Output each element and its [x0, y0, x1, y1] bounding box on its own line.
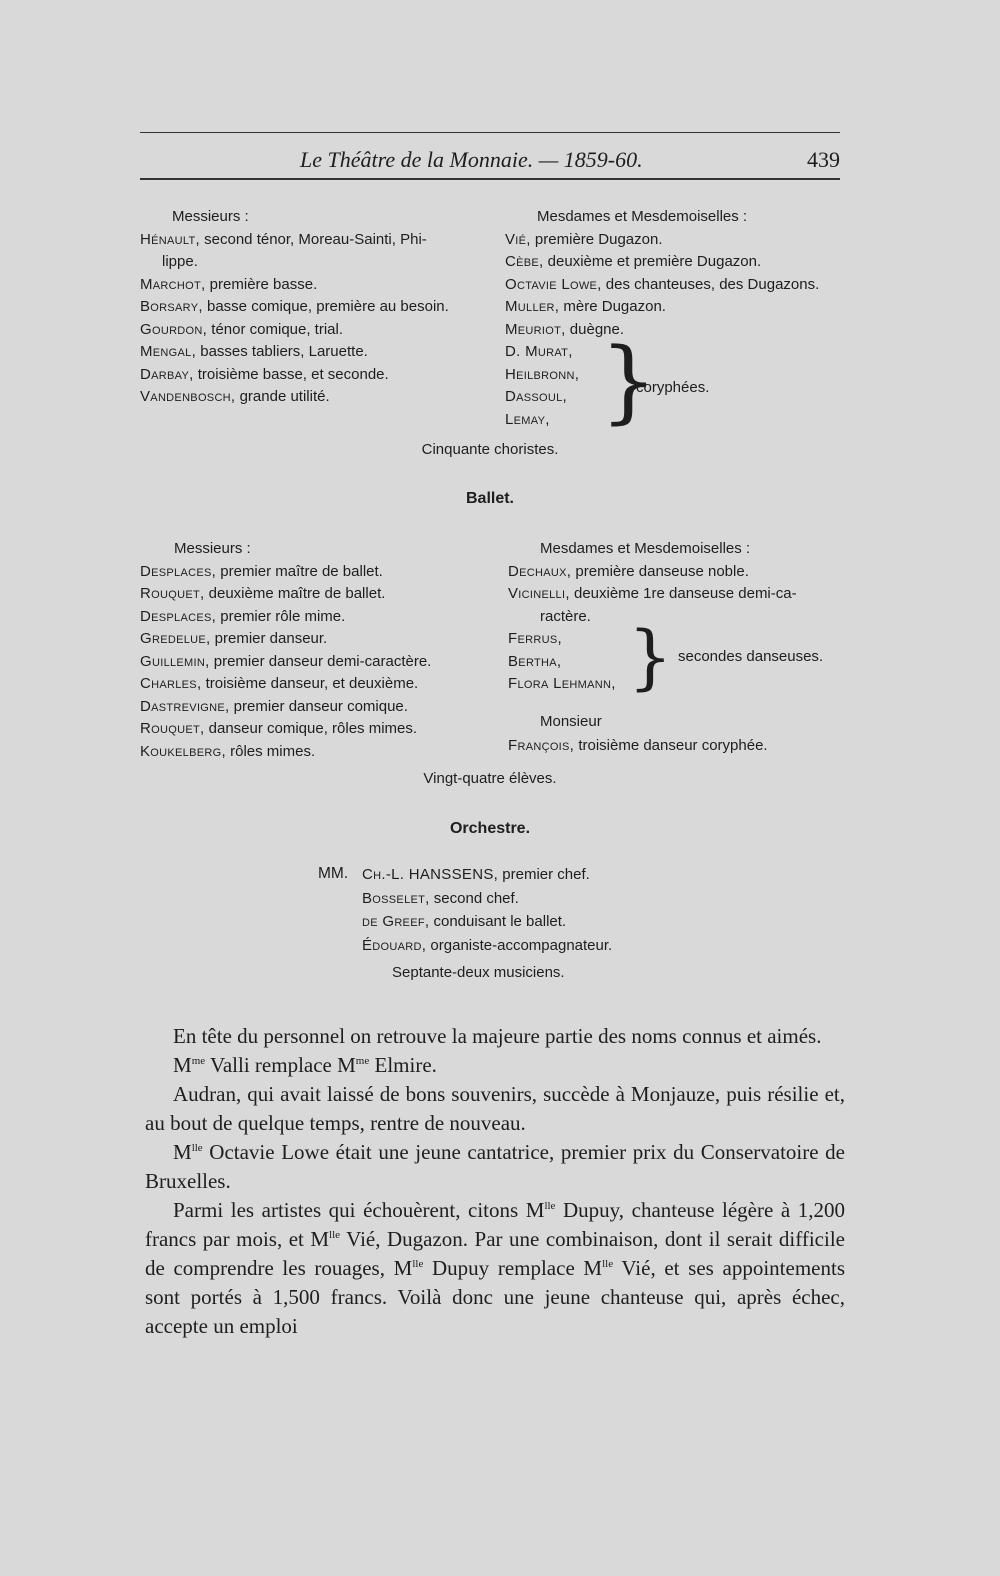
troupe-messieurs-heading: Messieurs :	[172, 208, 249, 225]
list-item: Octavie Lowe, des chanteuses, des Dugazons.	[505, 275, 820, 293]
troupe-men-column	[140, 206, 500, 409]
header-bottom-rule	[140, 178, 840, 180]
list-item: Borsary, basse comique, première au besoin.	[140, 298, 449, 315]
list-item: Marchot, première basse.	[140, 275, 318, 293]
list-item: Guillemin, premier danseur demi-caractère.	[140, 652, 432, 670]
running-header	[140, 140, 840, 180]
ballet-men-column	[140, 538, 500, 763]
orchestre-heading: Orchestre.	[449, 820, 531, 837]
list-item: de Greef, conduisant le ballet.	[362, 913, 567, 930]
orchestre-list	[362, 863, 762, 957]
page-number: 439	[807, 147, 840, 172]
list-item: Mengal, basses tabliers, Laruette.	[140, 343, 368, 360]
ballet-monsieur-heading: Monsieur	[540, 713, 602, 730]
ballet-messieurs-heading: Messieurs :	[174, 540, 251, 557]
list-item: Darbay, troisième basse, et seconde.	[140, 365, 389, 383]
list-item: Desplaces, premier rôle mime.	[140, 607, 346, 625]
coryphee-name: Lemay,	[505, 410, 550, 428]
list-item: Rouquet, danseur comique, rôles mimes.	[140, 720, 418, 737]
list-item: Charles, troisième danseur, et deuxième.	[140, 675, 419, 692]
body-text	[145, 1022, 845, 1341]
seconde-name: Ferrus,	[508, 630, 562, 647]
paragraph: $M^{lle}$ Octavie Lowe était une jeune cantatrice, premier prix du Conservatoire de Bruxelles.	[145, 1140, 845, 1193]
list-item: Muller, mère Dugazon.	[505, 298, 666, 315]
coryphee-name: D. Murat,	[505, 343, 573, 360]
orchestre-mm: MM.	[318, 865, 349, 882]
paragraph: Audran, qui avait laissé de bons souvenirs, succède à Monjauze, puis résilie et, au bout de quelque temps, rentre de nouveau.	[145, 1082, 845, 1135]
coryphees-label: coryphées.	[636, 379, 710, 396]
seconde-name: Flora Lehmann,	[508, 675, 616, 692]
choristes-line: Cinquante choristes.	[421, 441, 559, 458]
paragraph: En tête du personnel on retrouve la majeure partie des noms connus et aimés.	[173, 1024, 822, 1048]
coryphee-name: Heilbronn,	[505, 365, 580, 383]
list-item: Dechaux, première danseuse noble.	[508, 562, 749, 580]
list-item: Vié, première Dugazon.	[505, 230, 663, 248]
list-item: Koukelberg, rôles mimes.	[140, 742, 316, 760]
list-item: François, troisième danseur coryphée.	[508, 737, 768, 754]
list-item: lippe.	[162, 253, 198, 270]
seconde-name: Bertha,	[508, 652, 562, 670]
header-top-rule	[140, 132, 840, 133]
brace-icon: }	[628, 616, 673, 698]
troupe-mesdames-heading: Mesdames et Mesdemoiselles :	[537, 208, 748, 225]
secondes-label: secondes danseuses.	[678, 648, 824, 665]
list-item: ractère.	[540, 607, 591, 625]
list-item: Bosselet, second chef.	[362, 889, 519, 907]
list-item: Hénault, second ténor, Moreau-Sainti, Phi-	[140, 230, 427, 248]
list-item: Ch.-L. HANSSENS, premier chef.	[362, 866, 590, 883]
paragraph: $M^{me}$ Valli remplace $M^{me}$ Elmire.	[173, 1053, 437, 1077]
ballet-heading: Ballet.	[465, 490, 514, 507]
list-item: Édouard, organiste-accompagnateur.	[362, 936, 613, 954]
list-item: Vandenbosch, grande utilité.	[140, 388, 330, 405]
list-item: Gredelue, premier danseur.	[140, 630, 328, 647]
ballet-women-column	[508, 538, 843, 696]
coryphee-name: Dassoul,	[505, 388, 568, 405]
musiciens-line: Septante-deux musiciens.	[392, 964, 565, 981]
list-item: Desplaces, premier maître de ballet.	[140, 562, 383, 580]
header-title: Le Théâtre de la Monnaie. — 1859-60.	[300, 147, 643, 172]
brace-icon: }	[600, 329, 658, 434]
list-item: Gourdon, ténor comique, trial.	[140, 320, 344, 338]
list-item: Meuriot, duègne.	[505, 320, 625, 338]
list-item: Vicinelli, deuxième 1re danseuse demi-ca-	[508, 585, 797, 602]
eleves-line: Vingt-quatre élèves.	[423, 770, 557, 787]
ballet-mesdames-heading: Mesdames et Mesdemoiselles :	[540, 540, 751, 557]
list-item: Dastrevigne, premier danseur comique.	[140, 697, 408, 715]
list-item: Rouquet, deuxième maître de ballet.	[140, 585, 386, 602]
list-item: Cèbe, deuxième et première Dugazon.	[505, 253, 762, 270]
paragraph: Parmi les artistes qui échouèrent, citons $M^{lle}$ Dupuy, chanteuse légère à 1,200 francs par mois, et $M^{lle}$ Vié, Dugazon. Par une combinaison, dont il serait difficile de comprendre les rouages, $M^{lle}$ Dupuy remplace $M^{lle}$ Vié, et ses appointements sont portés à 1,500 francs. Voilà donc une jeune chanteuse qui, après échec, accepte un emploi	[145, 1198, 845, 1338]
